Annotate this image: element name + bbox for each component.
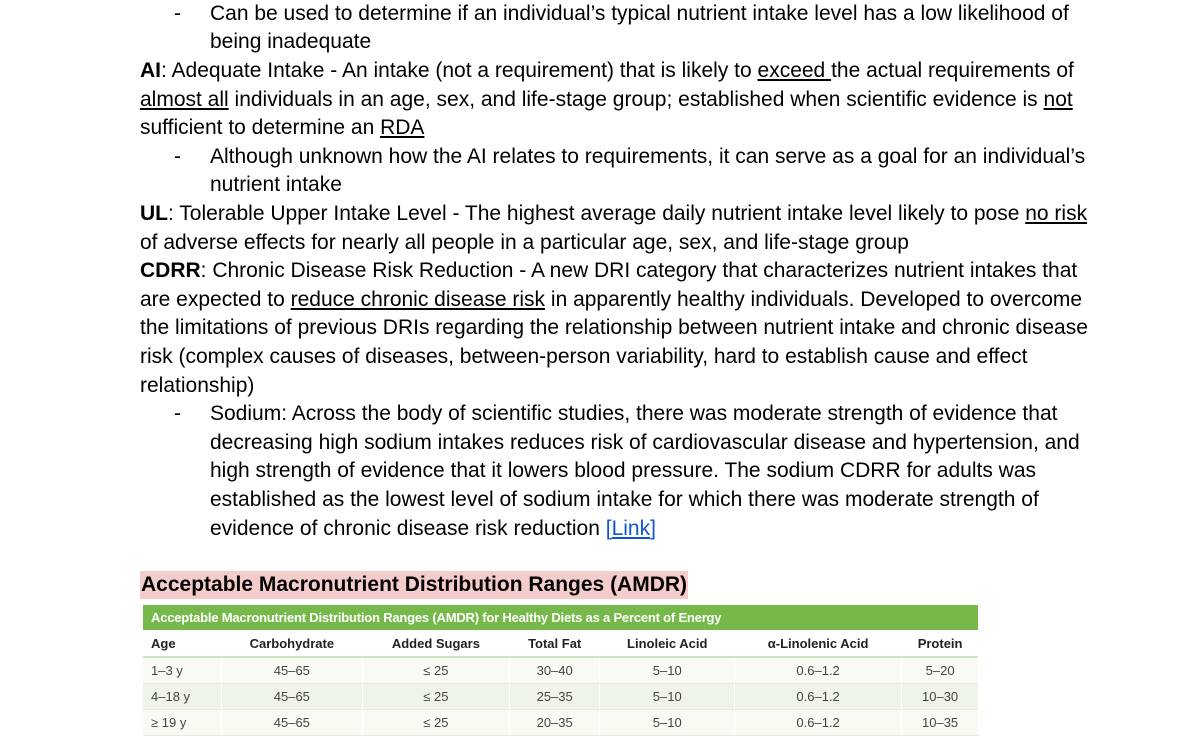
header-added-sugars: Added Sugars (362, 630, 509, 657)
cell-added-sugars: ≤ 25 (362, 710, 509, 736)
ai-text-1: : Adequate Intake - An intake (not a requirement) that is likely to (161, 59, 758, 82)
header-alpha-linolenic-acid: α-Linolenic Acid (735, 630, 902, 657)
cell-carbohydrate: 45–65 (221, 684, 362, 710)
cell-age: ≥ 19 y (143, 710, 221, 736)
sodium-bullet (140, 400, 1100, 543)
ai-underline-not: not (1043, 87, 1073, 111)
cell-total-fat: 30–40 (509, 657, 600, 684)
amdr-table (143, 605, 978, 736)
table-row (143, 684, 978, 710)
ul-text-1: : Tolerable Upper Intake Level - The highest average daily nutrient intake level likely to pose (168, 201, 1026, 225)
link-bracket-open[interactable]: [ (605, 516, 612, 540)
cell-protein: 10–30 (902, 684, 978, 710)
cdrr-definition (140, 257, 1100, 400)
header-total-fat: Total Fat (509, 630, 600, 657)
bullet-dash: - (174, 402, 181, 426)
ul-definition (140, 200, 1100, 257)
cdrr-text-1: : Chronic Disease Risk Reduction - A new DRI category that characterizes nutrient intakes that are expected to (140, 259, 1078, 311)
ai-text-3: individuals in an age, sex, and life-stage group; established when scientific evidence is (228, 87, 1044, 111)
ul-term: UL (140, 201, 168, 225)
sodium-bullet-text: Sodium: Across the body of scientific studies, there was moderate strength of evidence that decreasing high sodium intakes reduces risk of cardiovascular disease and hypertension, and high strength of evidence that it lowers blood pressure. The sodium CDRR for adults was established as the lowest level of sodium intake for which there was moderate strength of evidence of chronic disease risk reduction (210, 402, 1080, 540)
ai-text-4: sufficient to determine an (140, 116, 381, 140)
ai-bullet-text: Although unknown how the AI relates to requirements, it can serve as a goal for an individual’s nutrient intake (210, 144, 1086, 197)
cell-linoleic-acid: 5–10 (600, 657, 735, 684)
cell-alpha-linolenic-acid: 0.6–1.2 (735, 710, 902, 736)
header-protein: Protein (902, 630, 978, 657)
cell-carbohydrate: 45–65 (221, 710, 362, 736)
table-row (143, 657, 978, 684)
cell-alpha-linolenic-acid: 0.6–1.2 (735, 684, 902, 710)
cell-linoleic-acid: 5–10 (600, 684, 735, 710)
cell-protein: 10–35 (902, 710, 978, 736)
cell-added-sugars: ≤ 25 (362, 657, 509, 684)
amdr-table-caption: Acceptable Macronutrient Distribution Ranges (AMDR) for Healthy Diets as a Percent of Energy (143, 605, 978, 630)
amdr-heading: Acceptable Macronutrient Distribution Ranges (AMDR) (140, 571, 688, 599)
bullet-dash: - (174, 144, 181, 168)
table-header-row (143, 630, 978, 657)
link-bracket-close[interactable]: ] (650, 516, 656, 540)
ai-underline-exceed: exceed (757, 59, 832, 82)
cdrr-term: CDRR (140, 259, 201, 283)
cell-protein: 5–20 (902, 657, 978, 684)
ai-definition (140, 57, 1100, 143)
cell-linoleic-acid: 5–10 (600, 710, 735, 736)
ai-text-2: the actual requirements of (831, 59, 1074, 82)
rda-bullet-text: Can be used to determine if an individual’s typical nutrient intake level has a low likelihood of being inadequate (210, 1, 1069, 54)
ai-bullet (140, 143, 1100, 200)
ul-underline-no-risk: no risk (1025, 201, 1088, 225)
cell-age: 1–3 y (143, 657, 221, 684)
cell-added-sugars: ≤ 25 (362, 684, 509, 710)
rda-bullet (140, 0, 1100, 57)
sodium-source-link[interactable]: Link (611, 516, 651, 540)
ul-text-2: of adverse effects for nearly all people in a particular age, sex, and life-stage group (140, 230, 909, 254)
cell-alpha-linolenic-acid: 0.6–1.2 (735, 657, 902, 684)
cell-age: 4–18 y (143, 684, 221, 710)
ai-term: AI (140, 59, 161, 82)
cdrr-underline-risk: reduce chronic disease risk (290, 287, 546, 311)
header-age: Age (143, 630, 221, 657)
amdr-grid (143, 630, 978, 736)
cell-carbohydrate: 45–65 (221, 657, 362, 684)
bullet-dash: - (174, 1, 181, 25)
document-body (140, 0, 1100, 543)
cdrr-text-2: in apparently healthy individuals. Developed to overcome the limitations of previous DRIs regarding the relationship between nutrient intake and chronic disease risk (complex causes of diseases, between-person variability, hard to establish cause and effect relationship) (140, 287, 1088, 397)
ai-underline-almost-all: almost all (140, 87, 229, 111)
header-linoleic-acid: Linoleic Acid (600, 630, 735, 657)
cell-total-fat: 25–35 (509, 684, 600, 710)
header-carbohydrate: Carbohydrate (221, 630, 362, 657)
cell-total-fat: 20–35 (509, 710, 600, 736)
table-row (143, 710, 978, 736)
ai-underline-rda: RDA (380, 116, 425, 140)
